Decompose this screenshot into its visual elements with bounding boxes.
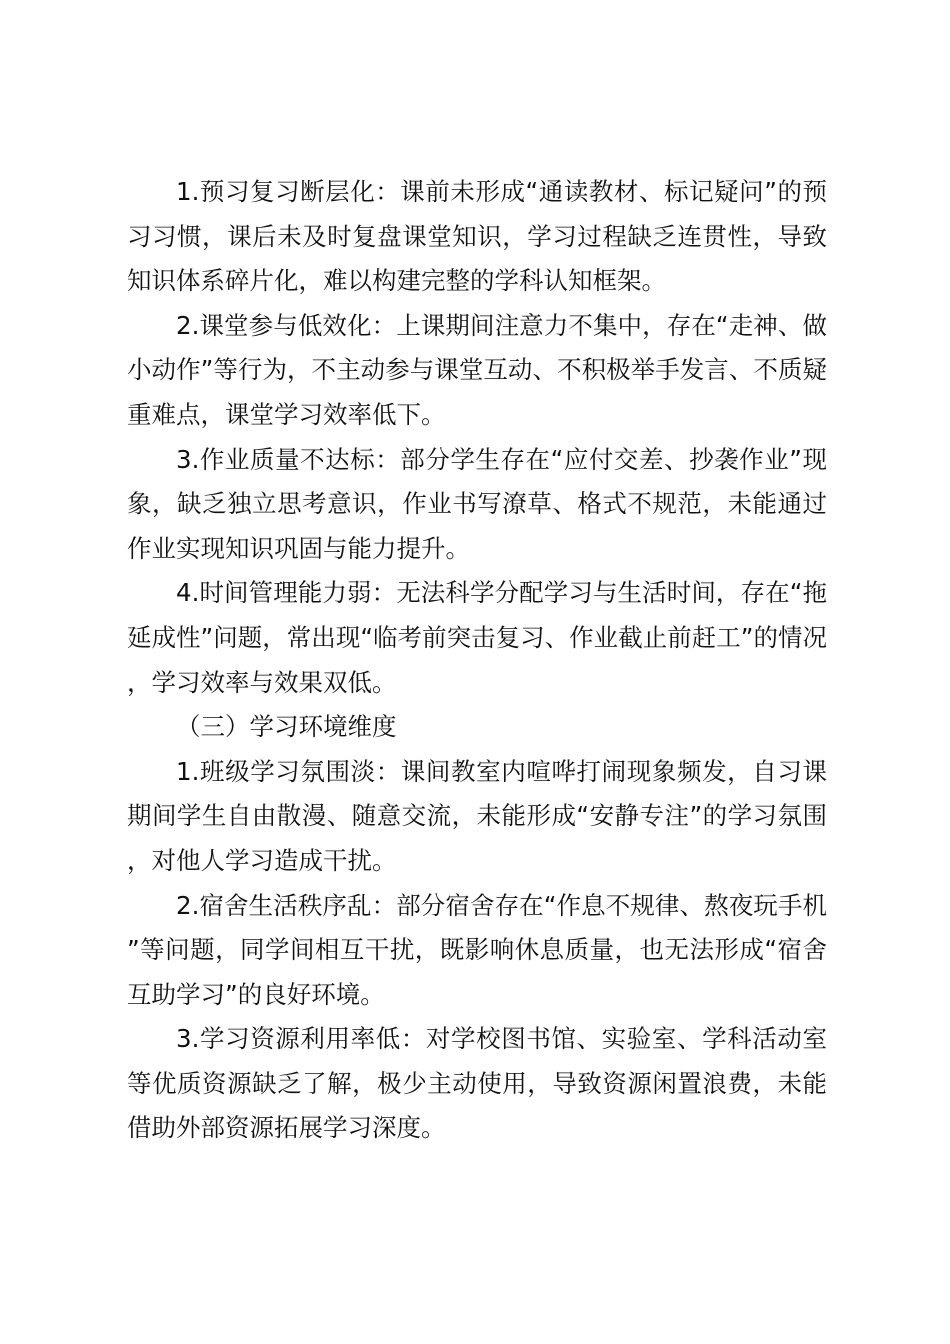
document-body: [127, 170, 827, 1151]
paragraph-resource-utilization: 3.学习资源利用率低：对学校图书馆、实验室、学科活动室等优质资源缺乏了解，极少主动使用，导致资源闲置浪费，未能借助外部资源拓展学习深度。: [127, 1024, 827, 1143]
paragraph-homework-quality: 3.作业质量不达标：部分学生存在“应付交差、抄袭作业”现象，缺乏独立思考意识，作业书写潦草、格式不规范，未能通过作业实现知识巩固与能力提升。: [127, 444, 827, 563]
paragraph-dorm-order: 2.宿舍生活秩序乱：部分宿舍存在“作息不规律、熬夜玩手机”等问题，同学间相互干扰，既影响休息质量，也无法形成“宿舍互助学习”的良好环境。: [127, 890, 827, 1009]
paragraph-class-atmosphere: 1.班级学习氛围淡：课间教室内喧哗打闹现象频发，自习课期间学生自由散漫、随意交流，未能形成“安静专注”的学习氛围，对他人学习造成干扰。: [127, 756, 827, 875]
paragraph-class-participation: 2.课堂参与低效化：上课期间注意力不集中，存在“走神、做小动作”等行为，不主动参与课堂互动、不积极举手发言、不质疑重难点，课堂学习效率低下。: [127, 310, 827, 429]
paragraph-preview-review: 1.预习复习断层化：课前未形成“通读教材、标记疑问”的预习习惯，课后未及时复盘课堂知识，学习过程缺乏连贯性，导致知识体系碎片化，难以构建完整的学科认知框架。: [127, 177, 827, 296]
section-heading-learning-environment: （三）学习环境维度: [176, 712, 397, 742]
paragraph-time-management: 4.时间管理能力弱：无法科学分配学习与生活时间，存在“拖延成性”问题，常出现“临考前突击复习、作业截止前赶工”的情况，学习效率与效果双低。: [127, 578, 827, 697]
